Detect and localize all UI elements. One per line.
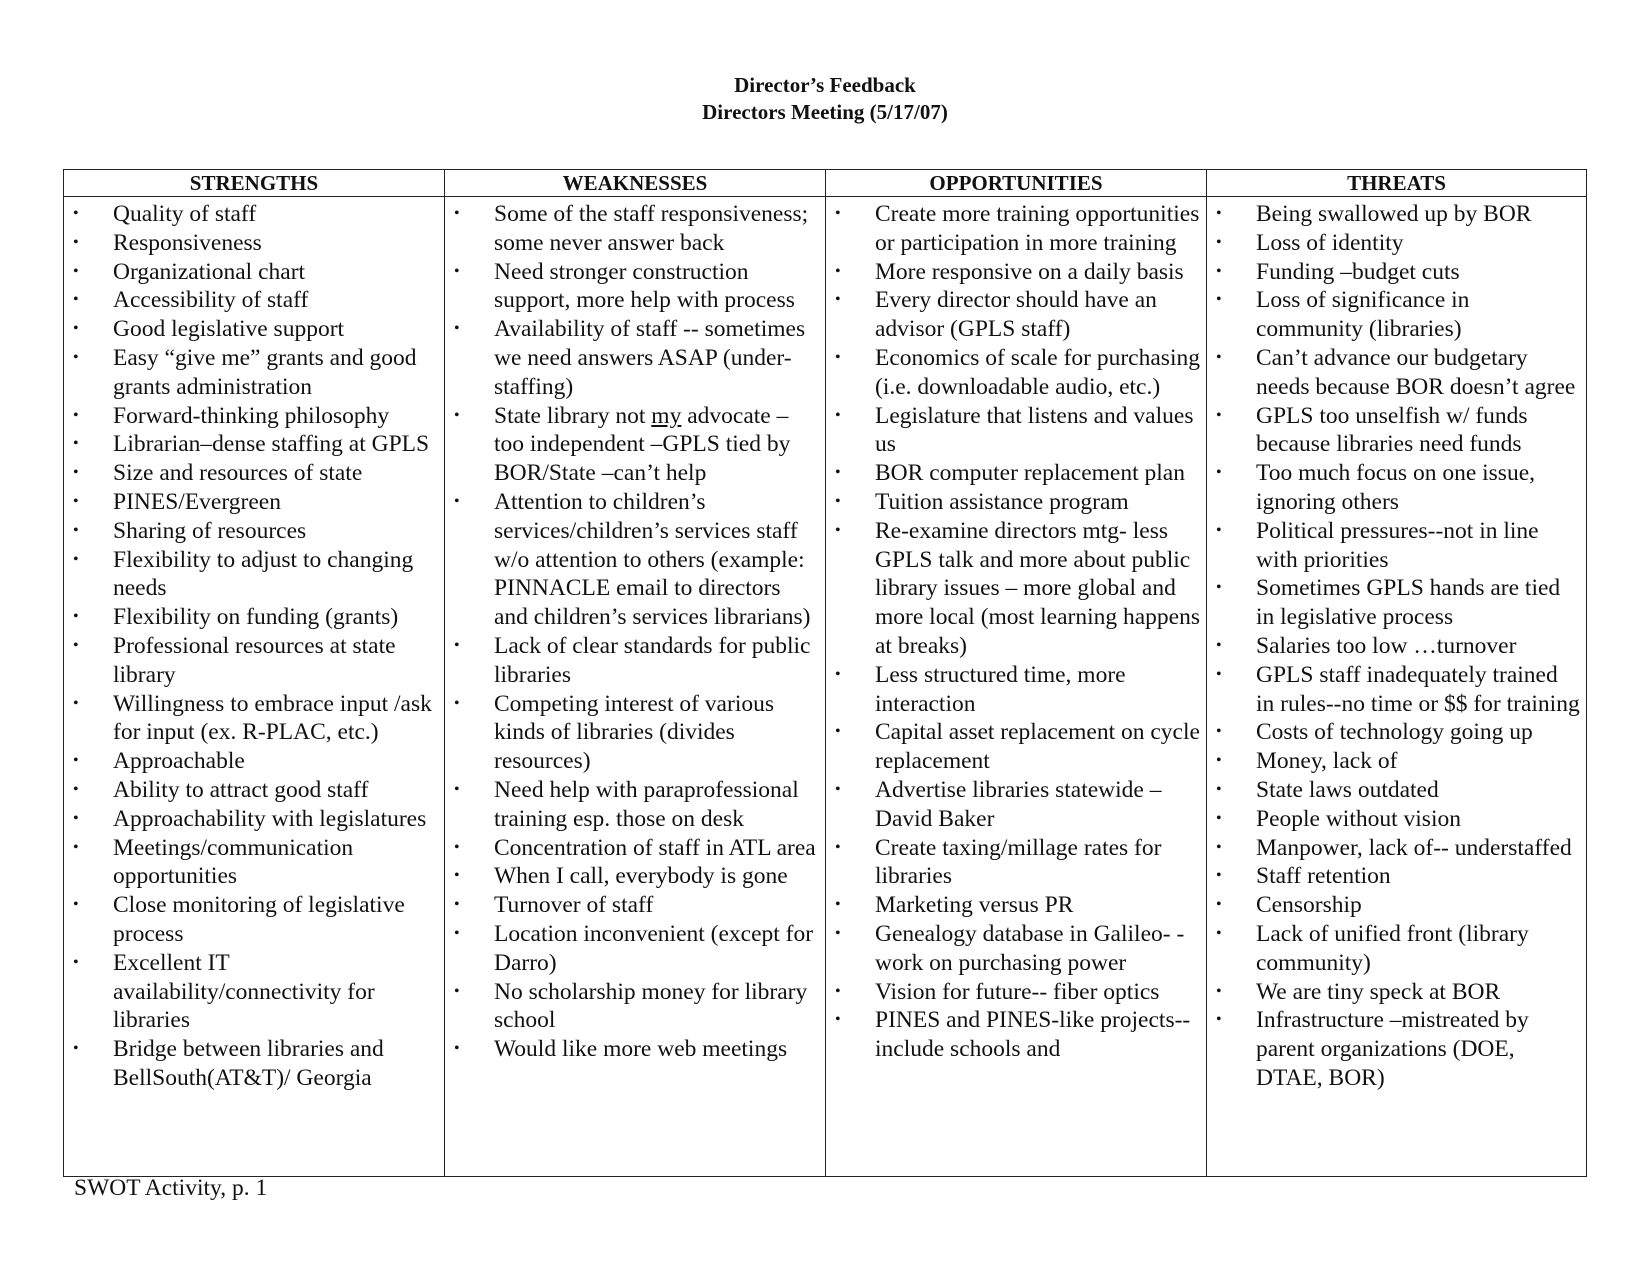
header-opportunities: OPPORTUNITIES <box>826 170 1207 197</box>
bullet-icon: • <box>835 665 841 683</box>
list-item-text: Every director should have an advisor (GPLS staff) <box>875 287 1157 343</box>
list-item-text: Lack of unified front (library community) <box>1256 920 1529 976</box>
list-item <box>445 258 819 316</box>
weaknesses-cell <box>445 197 826 1177</box>
threats-cell <box>1207 197 1587 1177</box>
bullet-icon: • <box>1216 233 1222 251</box>
page-footer: SWOT Activity, p. 1 <box>74 1175 268 1201</box>
list-item-text: Can’t advance our budgetary needs because BOR doesn’t agree <box>1256 344 1576 400</box>
bullet-icon: • <box>835 348 841 366</box>
list-item <box>826 978 1200 1007</box>
list-item <box>826 1006 1200 1064</box>
swot-body-row <box>64 197 1587 1177</box>
list-item <box>1207 776 1580 805</box>
bullet-icon: • <box>1216 896 1222 914</box>
bullet-icon: • <box>73 896 79 914</box>
list-item <box>826 661 1200 719</box>
list-item-text: Economics of scale for purchasing (i.e. downloadable audio, etc.) <box>875 344 1200 400</box>
list-item-text: Location inconvenient (except for Darro) <box>494 920 814 976</box>
bullet-icon: • <box>73 320 79 338</box>
document-title <box>0 72 1650 126</box>
list-item-text: Good legislative support <box>113 316 345 343</box>
bullet-icon: • <box>454 780 460 798</box>
list-item-text: Tuition assistance program <box>875 488 1129 515</box>
bullet-icon: • <box>73 838 79 856</box>
list-item-text: Re-examine directors mtg- less GPLS talk and more about public library issues – more global and more local (most learning happens at breaks) <box>875 517 1200 659</box>
list-item <box>1207 1006 1580 1092</box>
bullet-icon: • <box>835 780 841 798</box>
bullet-icon: • <box>73 205 79 222</box>
swot-table <box>63 169 1587 1177</box>
list-item <box>826 488 1200 517</box>
bullet-icon: • <box>454 867 460 885</box>
list-item <box>445 315 819 401</box>
list-item <box>826 517 1200 661</box>
bullet-icon: • <box>835 1011 841 1029</box>
list-item <box>64 690 438 748</box>
list-item <box>826 920 1200 978</box>
bullet-icon: • <box>73 521 79 539</box>
list-item-text: Sometimes GPLS hands are tied in legislative process <box>1256 575 1561 631</box>
list-item <box>445 978 819 1036</box>
list-item-text: More responsive on a daily basis <box>875 258 1184 285</box>
bullet-icon: • <box>73 752 79 770</box>
list-item-text: Forward-thinking philosophy <box>113 402 390 429</box>
list-item-text: Legislature that listens and values us <box>875 402 1194 458</box>
bullet-icon: • <box>835 262 841 280</box>
list-item <box>826 402 1200 460</box>
list-item <box>826 718 1200 776</box>
list-item-text: Money, lack of <box>1256 748 1398 775</box>
list-item-text: Willingness to embrace input /ask for input (ex. R-PLAC, etc.) <box>113 690 432 746</box>
bullet-icon: • <box>454 262 460 280</box>
list-item <box>1207 862 1580 891</box>
list-item <box>1207 258 1580 287</box>
list-item-text: Flexibility on funding (grants) <box>113 604 399 631</box>
bullet-icon: • <box>1216 579 1222 597</box>
header-threats: THREATS <box>1207 170 1587 197</box>
bullet-icon: • <box>1216 838 1222 856</box>
list-item-text: Responsiveness <box>113 229 262 256</box>
bullet-icon: • <box>1216 809 1222 827</box>
list-item-text: Some of the staff responsiveness; some never answer back <box>494 201 809 256</box>
weaknesses-list <box>445 197 825 1064</box>
list-item <box>826 459 1200 488</box>
list-item <box>826 776 1200 834</box>
list-item <box>64 402 438 431</box>
list-item <box>826 891 1200 920</box>
list-item <box>826 200 1200 258</box>
list-item-text: Ability to attract good staff <box>113 776 369 803</box>
bullet-icon: • <box>73 406 79 424</box>
bullet-icon: • <box>73 809 79 827</box>
header-weaknesses: WEAKNESSES <box>445 170 826 197</box>
list-item-text: Marketing versus PR <box>875 892 1074 919</box>
bullet-icon: • <box>1216 262 1222 280</box>
bullet-icon: • <box>1216 752 1222 770</box>
list-item <box>1207 978 1580 1007</box>
bullet-icon: • <box>73 550 79 568</box>
list-item <box>64 891 438 949</box>
list-item <box>445 891 819 920</box>
list-item-text: Quality of staff <box>113 201 257 227</box>
list-item-text: Concentration of staff in ATL area <box>494 834 816 861</box>
list-item <box>826 834 1200 892</box>
list-item <box>64 1035 438 1093</box>
bullet-icon: • <box>73 233 79 251</box>
list-item <box>1207 402 1580 460</box>
opportunities-cell <box>826 197 1207 1177</box>
bullet-icon: • <box>454 896 460 914</box>
list-item <box>1207 718 1580 747</box>
bullet-icon: • <box>73 780 79 798</box>
list-item <box>64 200 438 229</box>
list-item-text: PINES/Evergreen <box>113 488 281 515</box>
title-line-2: Directors Meeting (5/17/07) <box>702 100 948 124</box>
list-item-text-part: State library not <box>494 402 652 429</box>
list-item-text: PINES and PINES-like projects-- include schools and <box>875 1007 1191 1063</box>
list-item-text: Loss of significance in community (libraries) <box>1256 287 1470 343</box>
list-item-text: Turnover of staff <box>494 892 654 919</box>
list-item <box>445 690 819 776</box>
list-item-text: Salaries too low …turnover <box>1256 632 1517 659</box>
bullet-icon: • <box>835 896 841 914</box>
list-item <box>64 488 438 517</box>
list-item <box>445 834 819 863</box>
list-item <box>826 258 1200 287</box>
list-item <box>64 603 438 632</box>
list-item-text: Professional resources at state library <box>113 632 396 688</box>
list-item <box>64 430 438 459</box>
bullet-icon: • <box>454 924 460 942</box>
list-item <box>64 344 438 402</box>
bullet-icon: • <box>454 205 460 222</box>
list-item-text: Accessibility of staff <box>113 287 309 314</box>
bullet-icon: • <box>73 953 79 971</box>
list-item <box>1207 200 1580 229</box>
list-item-text: Create more training opportunities or participation in more training <box>875 201 1200 256</box>
bullet-icon: • <box>454 406 460 424</box>
list-item <box>64 805 438 834</box>
bullet-icon: • <box>835 492 841 510</box>
bullet-icon: • <box>73 492 79 510</box>
bullet-icon: • <box>835 723 841 741</box>
list-item-text: Staff retention <box>1256 863 1391 890</box>
list-item-text: Being swallowed up by BOR <box>1256 201 1532 227</box>
strengths-cell <box>64 197 445 1177</box>
bullet-icon: • <box>73 348 79 366</box>
bullet-icon: • <box>835 291 841 309</box>
list-item-text: Lack of clear standards for public libraries <box>494 632 811 688</box>
list-item <box>64 286 438 315</box>
list-item-text: Political pressures--not in line with priorities <box>1256 517 1539 573</box>
list-item <box>64 229 438 258</box>
list-item <box>64 776 438 805</box>
list-item <box>64 834 438 892</box>
title-line-1: Director’s Feedback <box>734 73 916 97</box>
list-item-text: When I call, everybody is gone <box>494 863 788 890</box>
list-item-text: Competing interest of various kinds of libraries (divides resources) <box>494 690 774 775</box>
list-item-text: Create taxing/millage rates for libraries <box>875 834 1162 890</box>
bullet-icon: • <box>73 1040 79 1058</box>
list-item-text: People without vision <box>1256 805 1461 832</box>
list-item-text: No scholarship money for library school <box>494 978 808 1034</box>
list-item <box>64 315 438 344</box>
list-item <box>445 488 819 632</box>
list-item-text: Genealogy database in Galileo- - work on purchasing power <box>875 920 1185 976</box>
list-item-text: Need help with paraprofessional training esp. those on desk <box>494 776 799 832</box>
list-item-text: BOR computer replacement plan <box>875 460 1185 487</box>
list-item-text: Infrastructure –mistreated by parent organizations (DOE, DTAE, BOR) <box>1256 1007 1529 1091</box>
list-item <box>445 776 819 834</box>
list-item-text: Flexibility to adjust to changing needs <box>113 546 414 602</box>
bullet-icon: • <box>73 608 79 626</box>
bullet-icon: • <box>1216 982 1222 1000</box>
underlined-text: my <box>651 402 682 429</box>
list-item-text: GPLS staff inadequately trained in rules--no time or $$ for training <box>1256 661 1580 717</box>
list-item-text: Sharing of resources <box>113 517 307 544</box>
bullet-icon: • <box>454 982 460 1000</box>
list-item <box>445 200 819 258</box>
bullet-icon: • <box>1216 924 1222 942</box>
list-item-text: Easy “give me” grants and good grants administration <box>113 344 417 400</box>
list-item-text: State laws outdated <box>1256 776 1439 803</box>
list-item-text <box>494 403 790 487</box>
bullet-icon: • <box>73 694 79 712</box>
list-item-text: GPLS too unselfish w/ funds because libraries need funds <box>1256 402 1528 458</box>
bullet-icon: • <box>1216 636 1222 654</box>
bullet-icon: • <box>835 464 841 482</box>
bullet-icon: • <box>1216 464 1222 482</box>
list-item-text: Funding –budget cuts <box>1256 258 1460 285</box>
list-item <box>1207 517 1580 575</box>
list-item-text-part: advocate – too independent –GPLS tied by BOR/State –can’t help <box>494 402 791 487</box>
bullet-icon: • <box>454 1040 460 1058</box>
bullet-icon: • <box>1216 867 1222 885</box>
list-item <box>1207 834 1580 863</box>
list-item <box>826 286 1200 344</box>
list-item <box>1207 229 1580 258</box>
list-item-text: Would like more web meetings <box>494 1036 788 1063</box>
list-item-text: Manpower, lack of-- understaffed <box>1256 834 1572 861</box>
list-item-text: Costs of technology going up <box>1256 719 1533 746</box>
list-item <box>445 632 819 690</box>
bullet-icon: • <box>835 521 841 539</box>
list-item-text: Librarian–dense staffing at GPLS <box>113 431 430 458</box>
bullet-icon: • <box>454 492 460 510</box>
swot-header-row <box>64 170 1587 197</box>
list-item-text: Vision for future-- fiber optics <box>875 978 1160 1005</box>
bullet-icon: • <box>1216 723 1222 741</box>
list-item <box>64 517 438 546</box>
list-item <box>1207 286 1580 344</box>
bullet-icon: • <box>1216 521 1222 539</box>
bullet-icon: • <box>835 982 841 1000</box>
list-item <box>445 862 819 891</box>
list-item-text: Need stronger construction support, more help with process <box>494 258 795 314</box>
bullet-icon: • <box>73 636 79 654</box>
list-item-text: Approachable <box>113 748 245 775</box>
bullet-icon: • <box>454 636 460 654</box>
list-item <box>1207 632 1580 661</box>
list-item-text: Bridge between libraries and BellSouth(AT&T)/ Georgia <box>113 1036 384 1091</box>
list-item <box>64 632 438 690</box>
list-item <box>445 1035 819 1064</box>
bullet-icon: • <box>1216 205 1222 222</box>
bullet-icon: • <box>835 924 841 942</box>
list-item <box>64 258 438 287</box>
bullet-icon: • <box>73 435 79 453</box>
threats-list <box>1207 197 1586 1093</box>
opportunities-list <box>826 197 1206 1064</box>
list-item-text: Excellent IT availability/connectivity for libraries <box>113 949 375 1034</box>
list-item-text: Approachability with legislatures <box>113 805 427 832</box>
list-item-text: Attention to children’s services/children’s services staff w/o attention to others (example: PINNACLE email to directors and children’s services librarians) <box>494 488 811 631</box>
bullet-icon: • <box>454 320 460 338</box>
list-item <box>64 949 438 1035</box>
bullet-icon: • <box>1216 291 1222 309</box>
bullet-icon: • <box>835 406 841 424</box>
bullet-icon: • <box>1216 406 1222 424</box>
list-item <box>1207 891 1580 920</box>
bullet-icon: • <box>835 838 841 856</box>
list-item-text: Too much focus on one issue, ignoring others <box>1256 460 1536 515</box>
list-item <box>1207 574 1580 632</box>
list-item <box>1207 344 1580 402</box>
list-item-text: Size and resources of state <box>113 460 363 487</box>
bullet-icon: • <box>73 464 79 482</box>
bullet-icon: • <box>1216 348 1222 366</box>
list-item <box>445 920 819 978</box>
bullet-icon: • <box>73 291 79 309</box>
bullet-icon: • <box>1216 665 1222 683</box>
list-item-text: Less structured time, more interaction <box>875 661 1126 717</box>
list-item <box>64 747 438 776</box>
list-item <box>64 546 438 604</box>
bullet-icon: • <box>454 694 460 712</box>
list-item-text: Capital asset replacement on cycle replacement <box>875 719 1200 775</box>
header-strengths: STRENGTHS <box>64 170 445 197</box>
list-item <box>1207 661 1580 719</box>
list-item <box>826 344 1200 402</box>
list-item <box>64 459 438 488</box>
list-item <box>1207 920 1580 978</box>
list-item-text: Close monitoring of legislative process <box>113 892 405 947</box>
bullet-icon: • <box>1216 1011 1222 1029</box>
list-item <box>1207 747 1580 776</box>
bullet-icon: • <box>835 205 841 222</box>
list-item-text: Loss of identity <box>1256 229 1404 256</box>
bullet-icon: • <box>1216 780 1222 798</box>
list-item-text: We are tiny speck at BOR <box>1256 978 1501 1005</box>
bullet-icon: • <box>454 838 460 856</box>
list-item <box>1207 459 1580 517</box>
list-item-text: Advertise libraries statewide – David Baker <box>875 776 1162 832</box>
list-item <box>1207 805 1580 834</box>
list-item <box>445 402 819 488</box>
list-item-text: Censorship <box>1256 892 1362 919</box>
strengths-list <box>64 197 444 1093</box>
bullet-icon: • <box>73 262 79 280</box>
list-item-text: Meetings/communication opportunities <box>113 834 354 890</box>
list-item-text: Organizational chart <box>113 258 306 285</box>
list-item-text: Availability of staff -- sometimes we need answers ASAP (under-staffing) <box>494 316 806 400</box>
